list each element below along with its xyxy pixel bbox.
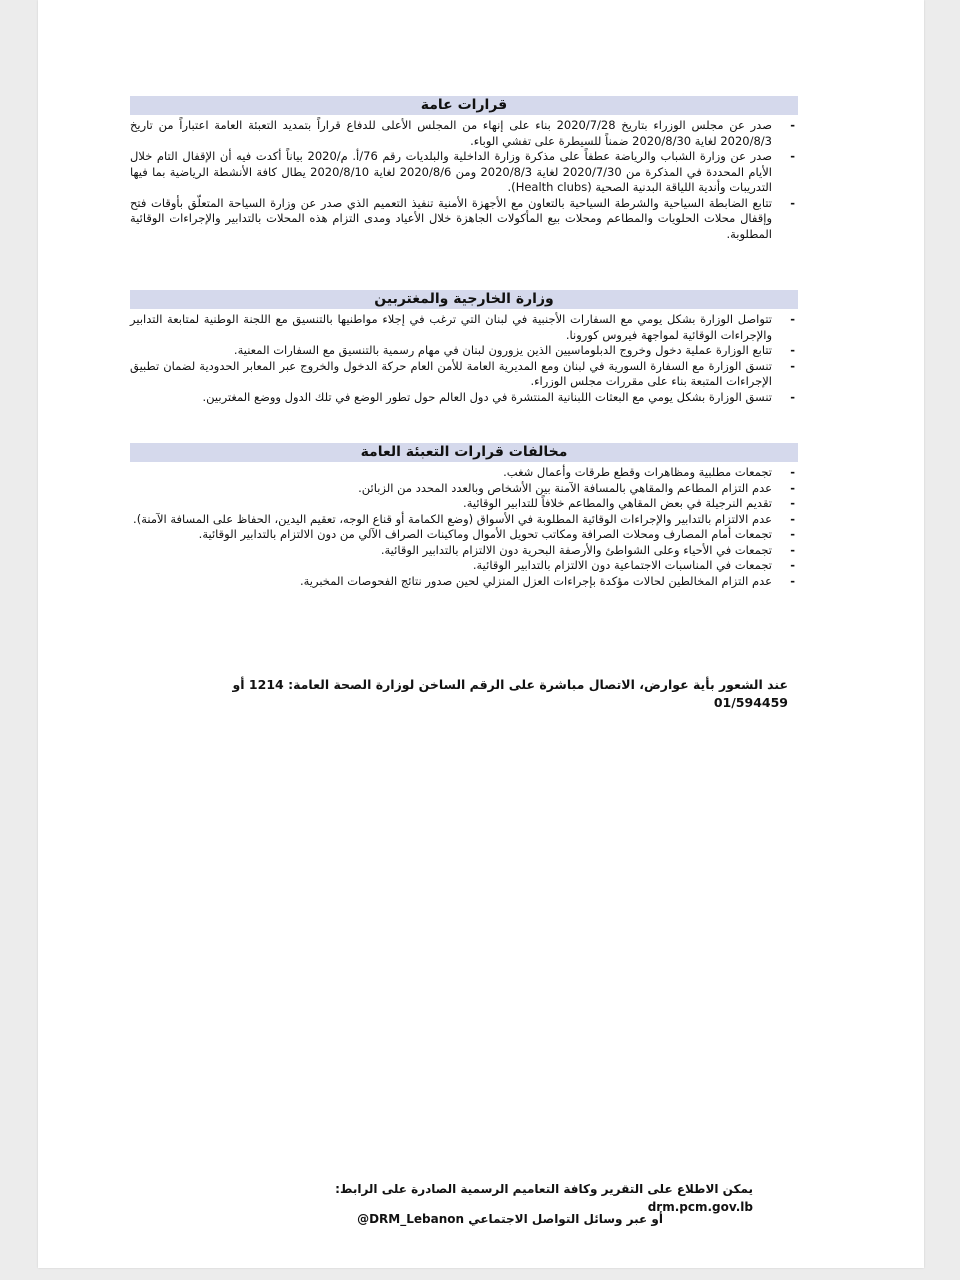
- list-item: - عدم الالتزام بالتدابير والإجراءات الوقائية المطلوبة في الأسواق (وضع الكمامة أو قناع الوجه، تعقيم اليدين، الحفاظ على المسافة الآمنة).: [130, 512, 798, 528]
- list-item: - تجمعات في المناسبات الاجتماعية دون الالتزام بالتدابير الوقائية.: [130, 558, 798, 574]
- social-handle-link[interactable]: @DRM_Lebanon: [357, 1212, 465, 1226]
- hotline-notice: عند الشعور بأية عوارض، الاتصال مباشرة على الرقم الساخن لوزارة الصحة العامة: 1214 أو 01/594459: [232, 677, 788, 710]
- list-item: - تتابع الوزارة عملية دخول وخروج الدبلوماسيين الذين يزورون لبنان في مهام رسمية بالتنسيق مع السفارات المعنية.: [130, 343, 798, 359]
- bullet-list: [130, 465, 798, 589]
- footer-link-label: يمكن الاطلاع على التقرير وكافة التعاميم الرسمية الصادرة على الرابط:: [335, 1182, 753, 1196]
- footer-social-label: أو عبر وسائل التواصل الاجتماعي: [468, 1212, 663, 1226]
- footer-social-line: [338, 1210, 663, 1228]
- list-item: - عدم التزام المخالطين لحالات مؤكدة بإجراءات العزل المنزلي لحين صدور نتائج الفحوصات المخبرية.: [130, 574, 798, 590]
- section-heading-general-decisions: [130, 96, 798, 115]
- section-body-foreign-ministry: [130, 312, 798, 405]
- list-item: - صدر عن وزارة الشباب والرياضة عطفاً على مذكرة وزارة الداخلية والبلديات رقم 76/أ. م/2020 بياناً أكدت فيه أن الإقفال التام خلال الأيام المحددة في المذكرة من 2020/7/30 لغاية 2020/8/3 ومن 2020/8/6 لغاية 2020/8/10 يطال كافة الأنشطة الرياضية بما فيها التدريبات وأندية اللياقة البدنية الصحية (Health clubs).: [130, 149, 798, 196]
- list-item: - تنسق الوزارة مع السفارة السورية في لبنان ومع المديرية العامة للأمن العام حركة الدخول والخروج عبر المعابر الحدودية لضمان تطبيق الإجراءات المتبعة بناء على مقررات مجلس الوزراء.: [130, 359, 798, 390]
- section-body-mobilization-violations: [130, 465, 798, 589]
- list-item: - تتابع الضابطة السياحية والشرطة السياحية بالتعاون مع الأجهزة الأمنية تنفيذ التعميم الذي صدر عن وزارة السياحة المتعلّق بأوقات فتح وإقفال محلات الحلويات والمطاعم ومحلات بيع المأكولات الجاهزة خلال الأعياد ومدى التزام هذه المحلات بالتدابير والإجراءات الوقائية المطلوبة.: [130, 196, 798, 243]
- section-heading-text: قرارات عامة: [420, 97, 508, 113]
- list-item: - تجمعات مطلبية ومظاهرات وقطع طرقات وأعمال شغب.: [130, 465, 798, 481]
- list-item: - صدر عن مجلس الوزراء بتاريخ 2020/7/28 بناء على إنهاء من المجلس الأعلى للدفاع قراراً بتمديد التعبئة العامة اعتباراً من تاريخ 2020/8/3 لغاية 2020/8/30 ضمناً للسيطرة على تفشي الوباء.: [130, 118, 798, 149]
- section-heading-text: وزارة الخارجية والمغتربين: [374, 291, 554, 307]
- document-page: [38, 0, 924, 1268]
- list-item: - تجمعات أمام المصارف ومحلات الصرافة ومكاتب تحويل الأموال وماكينات الصراف الآلي من دون الالتزام بالتدابير الوقائية.: [130, 527, 798, 543]
- section-body-general-decisions: [130, 118, 798, 242]
- section-heading-foreign-ministry: [130, 290, 798, 309]
- section-heading-text: مخالفات قرارات التعبئة العامة: [360, 444, 568, 460]
- website-link[interactable]: drm.pcm.gov.lb: [647, 1200, 753, 1214]
- bullet-list: [130, 118, 798, 242]
- list-item: - تنسق الوزارة بشكل يومي مع البعثات اللبنانية المنتشرة في دول العالم حول تطور الوضع في تلك الدول ووضع المغتربين.: [130, 390, 798, 406]
- list-item: - تقديم النرجيلة في بعض المقاهي والمطاعم خلافاً للتدابير الوقائية.: [130, 496, 798, 512]
- bullet-list: [130, 312, 798, 405]
- list-item: - تجمعات في الأحياء وعلى الشواطئ والأرصفة البحرية دون الالتزام بالتدابير الوقائية.: [130, 543, 798, 559]
- list-item: - عدم التزام المطاعم والمقاهي بالمسافة الآمنة بين الأشخاص وبالعدد المحدد من الزبائن.: [130, 481, 798, 497]
- section-heading-mobilization-violations: [130, 443, 798, 462]
- list-item: - تتواصل الوزارة بشكل يومي مع السفارات الأجنبية في لبنان التي ترغب في إجلاء مواطنيها بالتنسيق مع اللجنة الوطنية لمتابعة التدابير والإجراءات الوقائية لمواجهة فيروس كورونا.: [130, 312, 798, 343]
